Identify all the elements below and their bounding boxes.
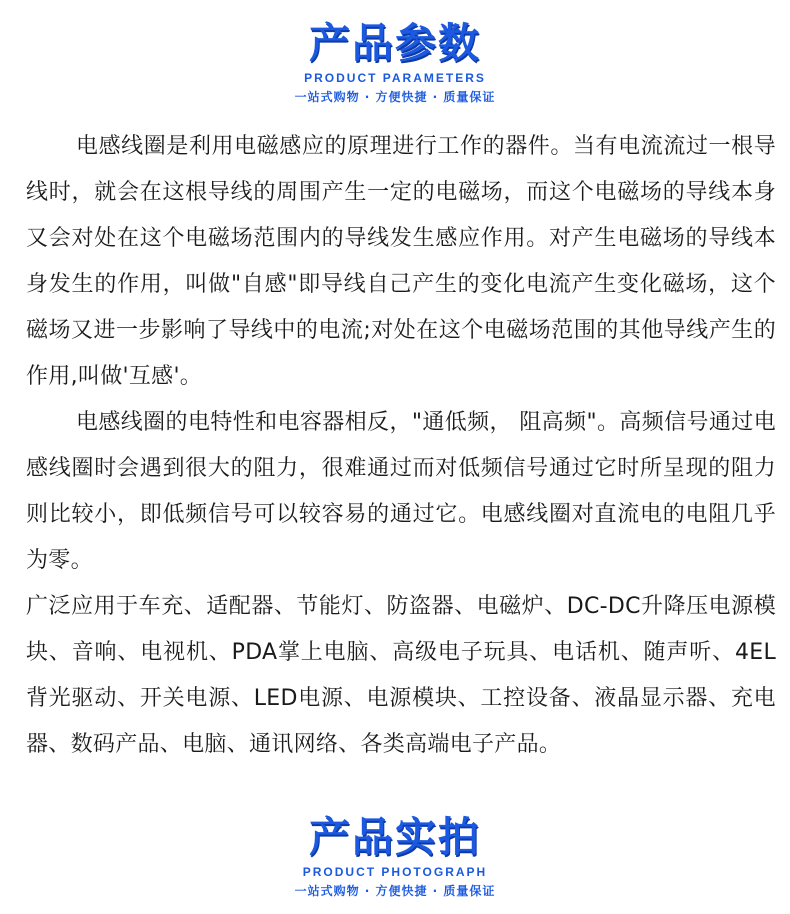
section-subtitle-en: PRODUCT PARAMETERS	[304, 71, 486, 85]
applications-paragraph: 广泛应用于车充、适配器、节能灯、防盗器、电磁炉、DC-DC升降压电源模块、音响、电视机、PDA掌上电脑、高级电子玩具、电话机、随声听、4EL背光驱动、开关电源、LED电源、电源模块、工控设备、液晶显示器、充电器、数码产品、电脑、通讯网络、各类高端电子产品。	[26, 594, 776, 757]
description-paragraph-1: 电感线圈是利用电磁感应的原理进行工作的器件。当有电流流过一根导线时，就会在这根导线的周围产生一定的电磁场，而这个电磁场的导线本身又会对处在这个电磁场范围内的导线发生感应作用。对产生电磁场的导线本身发生的作用，叫做"自感"即导线自己产生的变化电流产生变化磁场，这个磁场又进一步影响了导线中的电流;对处在这个电磁场范围的其他导线产生的作用,叫做'互感'。	[26, 134, 776, 389]
description-paragraph-2: 电感线圈的电特性和电容器相反，"通低频， 阻高频"。高频信号通过电感线圈时会遇到很大的阻力，很难通过而对低频信号通过它时所呈现的阻力则比较小，即低频信号可以较容易的通过它。电感线圈对直流电的电阻几乎为零。	[26, 410, 776, 573]
section-title: 产品实拍	[309, 813, 481, 861]
product-parameters-header	[0, 18, 790, 106]
section-title: 产品参数	[309, 19, 481, 67]
section-subtitle-en: PRODUCT PHOTOGRAPH	[302, 865, 488, 879]
product-photograph-header	[0, 812, 790, 900]
section-tagline: 一站式购物 · 方便快捷 · 质量保证	[294, 90, 496, 104]
product-description	[26, 124, 776, 768]
section-tagline: 一站式购物 · 方便快捷 · 质量保证	[294, 884, 496, 898]
